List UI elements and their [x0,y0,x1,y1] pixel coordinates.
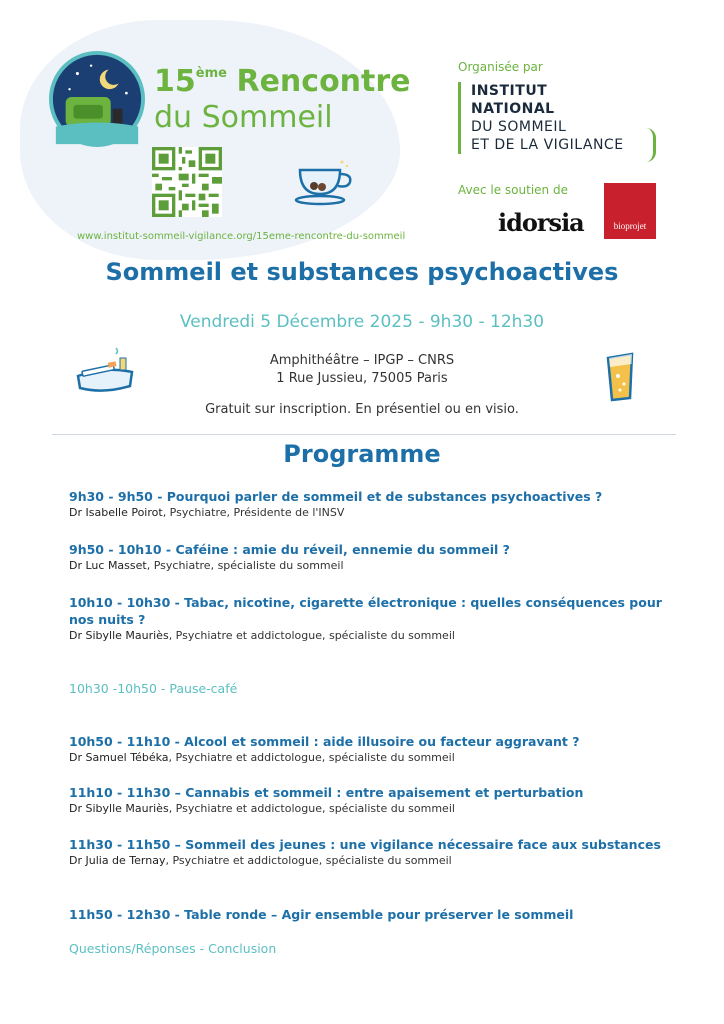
event-date: Vendredi 5 Décembre 2025 - 9h30 - 12h30 [179,312,545,332]
insv-line-4: ET DE LA VIGILANCE [471,137,624,153]
program-item-6 [69,784,669,817]
event-title [154,56,411,136]
program-item-title: 10h30 -10h50 - Pause-café [69,681,238,696]
section-divider [52,434,676,435]
speaker-name: Dr Sibylle Mauriès [69,629,169,642]
qr-code-icon[interactable] [152,146,222,218]
program-item-title: Questions/Réponses - Conclusion [69,941,277,956]
idorsia-logo: idorsia [498,208,584,237]
program-item-speaker-line [69,750,669,766]
event-url-link[interactable]: www.institut-sommeil-vigilance.org/15eme-rencontre-du-sommeil [77,231,406,242]
insv-line-3: DU SOMMEIL [471,119,567,135]
page-title: Sommeil et substances psychoactives [105,258,619,286]
program-item-speaker-line [69,853,669,869]
speaker-role: , Psychiatre, spécialiste du sommeil [146,559,344,572]
program-item-1 [69,488,669,521]
program-item-title: 9h30 - 9h50 - Pourquoi parler de sommeil et de substances psychoactives ? [69,489,603,504]
program-item-speaker-line [69,801,669,817]
speaker-role: , Psychiatre et addictologue, spécialiste du sommeil [168,751,455,764]
program-item-3 [69,594,669,644]
bioprojet-logo-text: bioprojet [613,221,647,231]
program-item-2 [69,541,669,574]
program-item-7 [69,836,669,869]
program-item-4 [69,680,669,697]
venue-line-1: Amphithéâtre – IPGP – CNRS [269,353,455,368]
program-item-title: 10h50 - 11h10 - Alcool et sommeil : aide illusoire ou facteur aggravant ? [69,734,580,749]
speaker-role: , Psychiatre et addictologue, spécialiste du sommeil [165,854,452,867]
event-logo-icon [48,50,146,148]
speaker-role: , Psychiatre et addictologue, spécialiste du sommeil [168,802,455,815]
coffee-cup-icon [292,156,358,208]
speaker-name: Dr Samuel Tébéka [69,751,169,764]
speaker-name: Dr Luc Masset [69,559,147,572]
insv-line-1: INSTITUT [471,83,548,99]
bioprojet-logo [604,183,656,239]
program-item-title: 11h30 - 11h50 – Sommeil des jeunes : une vigilance nécessaire face aux substances [69,837,661,852]
speaker-role: , Psychiatre, Présidente de l'INSV [162,506,345,519]
venue-line-2: 1 Rue Jussieu, 75005 Paris [276,371,448,386]
program-heading: Programme [283,440,441,468]
program-item-5 [69,733,669,766]
insv-bracket-shape [646,128,656,162]
event-number: 15 [154,64,196,99]
event-title-line1: Rencontre [236,64,411,99]
program-item-speaker-line [69,505,669,521]
program-item-8 [69,906,669,923]
organised-by-label: Organisée par [458,60,543,74]
speaker-role: , Psychiatre et addictologue, spécialiste du sommeil [168,629,455,642]
registration-info: Gratuit sur inscription. En présentiel ou en visio. [205,402,519,417]
program-item-title: 10h10 - 10h30 - Tabac, nicotine, cigarette électronique : quelles conséquences pour nos nuits ? [69,595,662,627]
program-item-speaker-line [69,558,669,574]
event-title-line2: du Sommeil [154,100,333,135]
speaker-name: Dr Julia de Ternay [69,854,166,867]
event-suffix: ème [195,66,227,81]
insv-line-2: NATIONAL [471,101,555,117]
program-item-title: 11h50 - 12h30 - Table ronde – Agir ensemble pour préserver le sommeil [69,907,574,922]
drink-glass-icon [600,350,640,404]
program-item-9 [69,940,669,957]
program-item-title: 9h50 - 10h10 - Caféine : amie du réveil, ennemie du sommeil ? [69,542,510,557]
speaker-name: Dr Sibylle Mauriès [69,802,169,815]
insv-logo [458,82,624,154]
support-label: Avec le soutien de [458,183,568,197]
program-item-speaker-line [69,628,669,644]
program-item-title: 11h10 - 11h30 – Cannabis et sommeil : entre apaisement et perturbation [69,785,584,800]
speaker-name: Dr Isabelle Poirot [69,506,163,519]
